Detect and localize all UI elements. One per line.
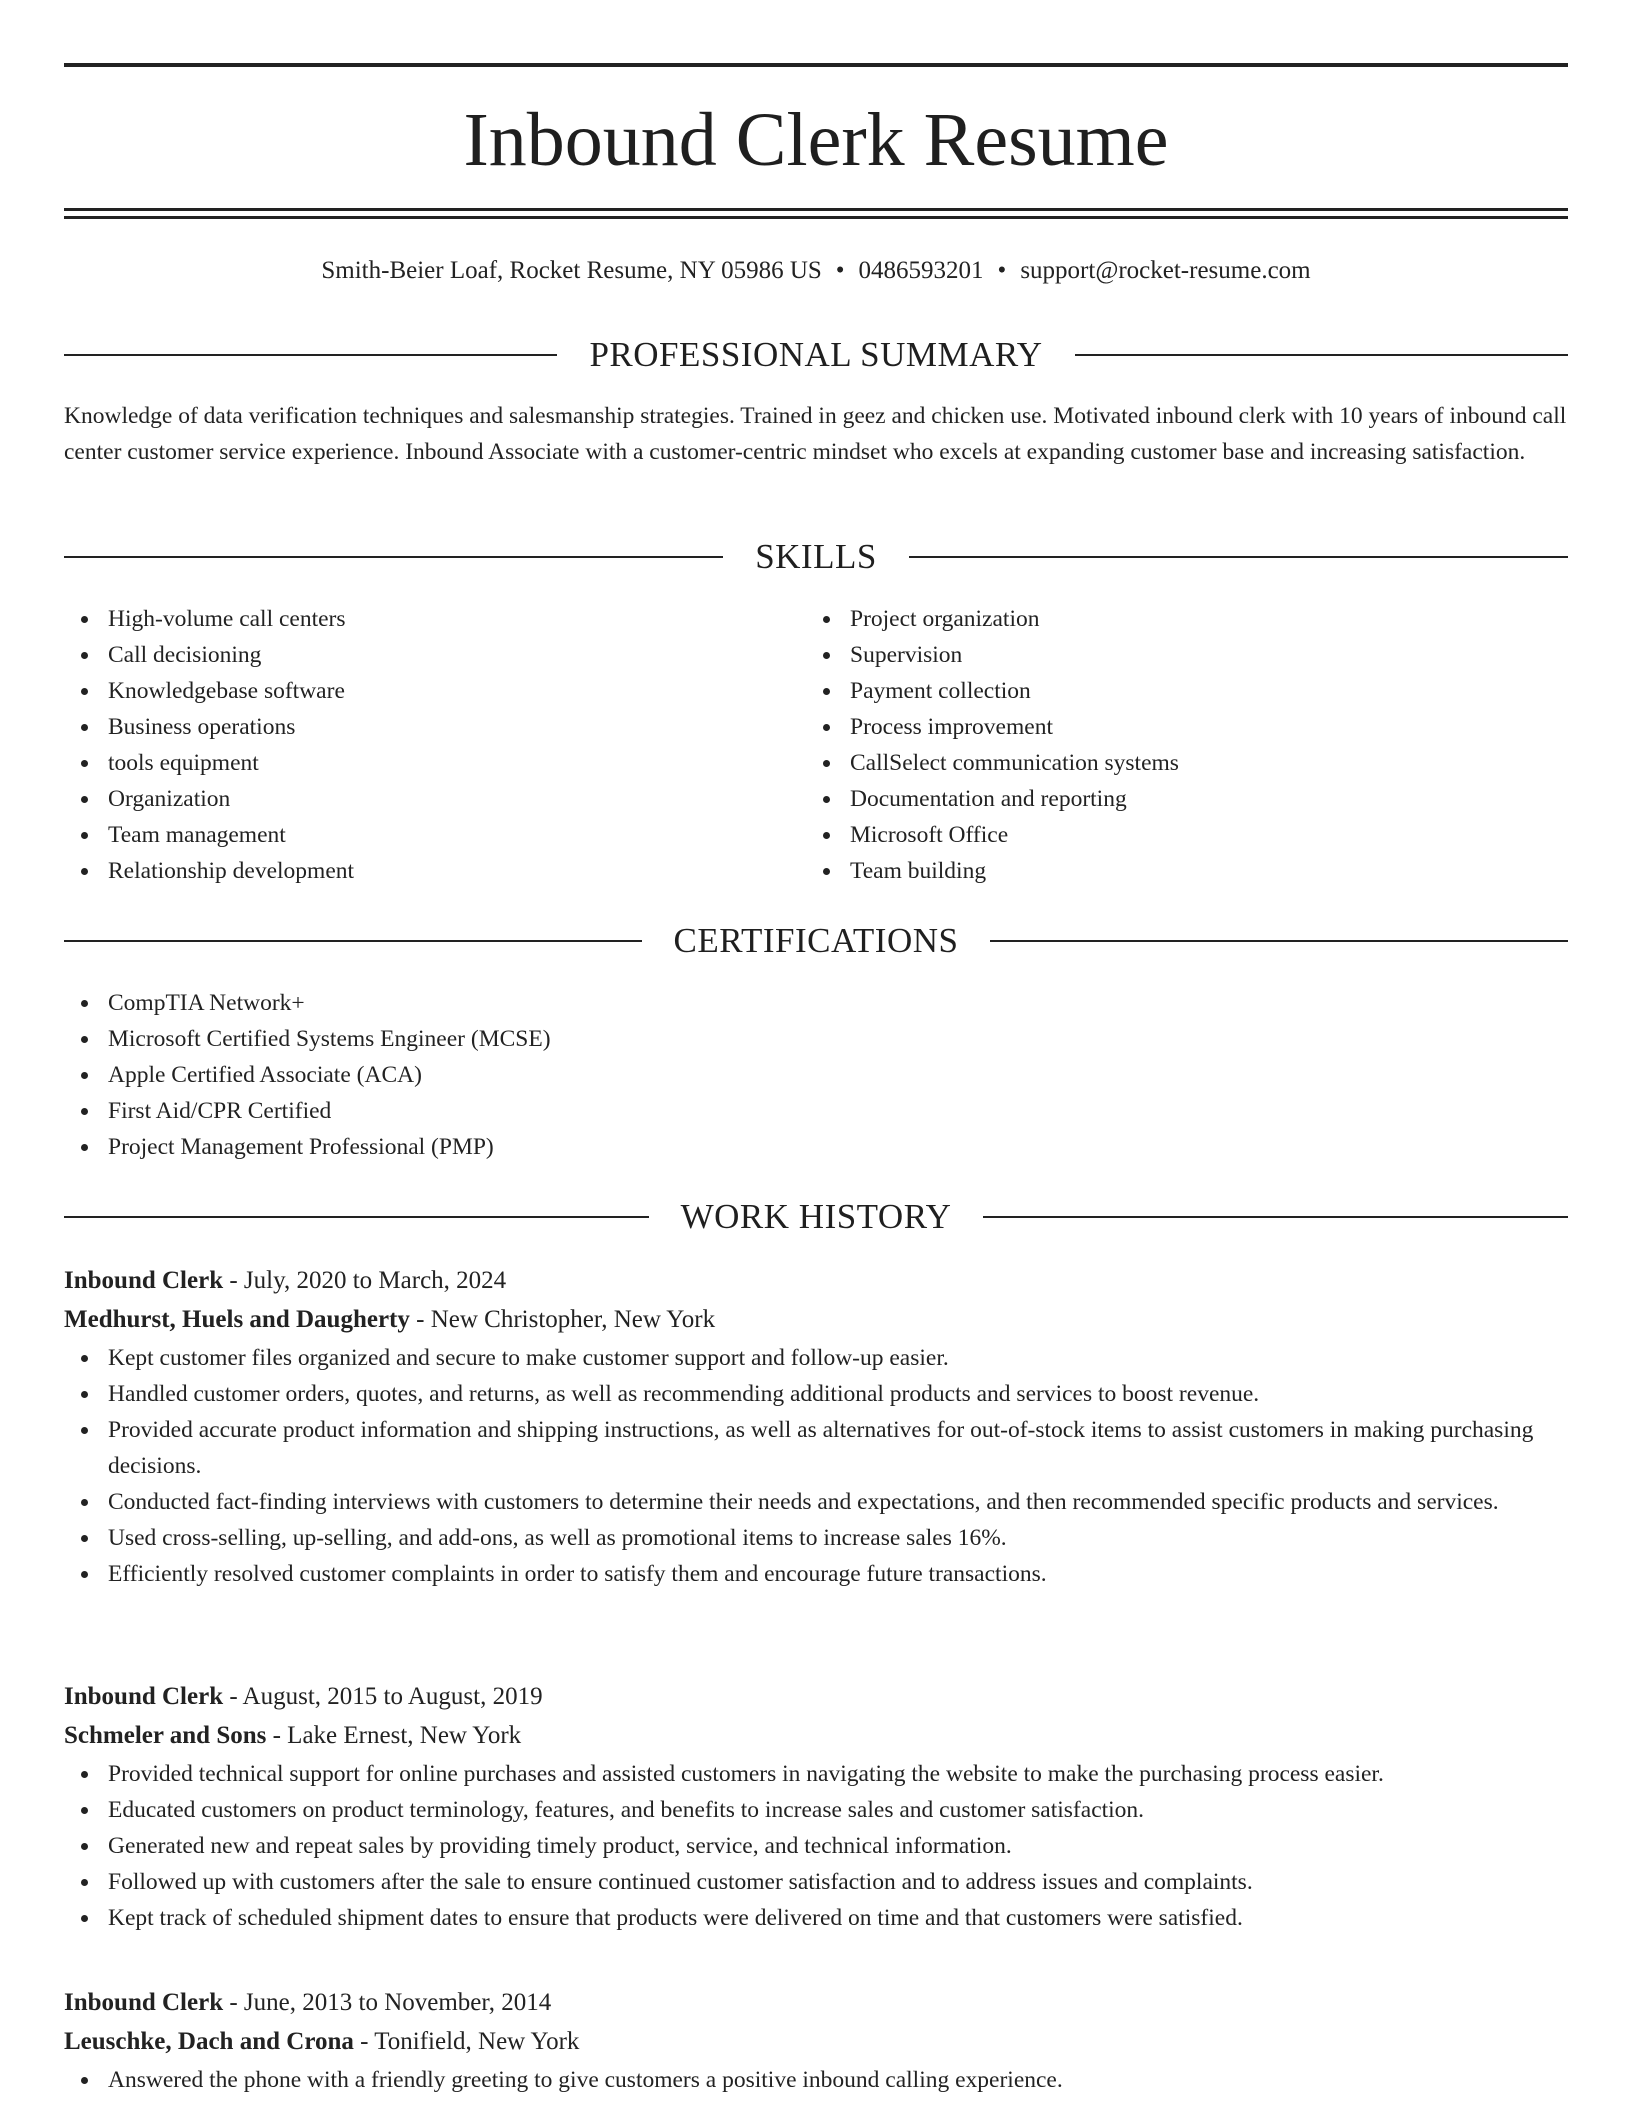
job-bullet: Conducted fact-finding interviews with customers to determine their needs and expectations, and then recommended specific products and services. (64, 1484, 1568, 1520)
skill-item: Call decisioning (64, 637, 804, 673)
section-header-work-history (64, 1195, 1568, 1239)
job-company-line (64, 1716, 1568, 1756)
skill-item: tools equipment (64, 745, 804, 781)
skills-list-right (806, 601, 1566, 889)
contact-phone: 0486593201 (858, 257, 984, 284)
job-company-line (64, 2022, 1568, 2062)
certification-item: Project Management Professional (PMP) (64, 1129, 1568, 1165)
job-title: Inbound Clerk (64, 1989, 224, 2016)
header-double-rule (64, 208, 1568, 219)
job-title: Inbound Clerk (64, 1683, 224, 1710)
job-company: Leuschke, Dach and Crona (64, 2028, 354, 2055)
skill-item: CallSelect communication systems (806, 745, 1566, 781)
job-bullet: Efficiently resolved customer complaints in order to satisfy them and encourage future transactions. (64, 1556, 1568, 1592)
contact-separator: • (835, 257, 845, 284)
job-title-line (64, 1678, 1568, 1716)
section-title-work-history: WORK HISTORY (680, 1197, 952, 1236)
job-entry (64, 1262, 1568, 1592)
job-dates: - July, 2020 to March, 2024 (223, 1267, 507, 1294)
skill-item: Process improvement (806, 709, 1566, 745)
section-title-skills: SKILLS (755, 537, 877, 576)
job-title-line (64, 1262, 1568, 1300)
page-title: Inbound Clerk Resume (463, 98, 1169, 182)
skill-item: Supervision (806, 637, 1566, 673)
skill-item: Project organization (806, 601, 1566, 637)
contact-line (64, 252, 1568, 290)
skills-list-left (64, 601, 804, 889)
job-dates: - August, 2015 to August, 2019 (223, 1683, 543, 1710)
job-bullet: Answered the phone with a friendly greeting to give customers a positive inbound calling experience. (64, 2062, 1568, 2098)
job-bullet: Handled customer orders, quotes, and returns, as well as recommending additional products and services to boost revenue. (64, 1376, 1568, 1412)
job-location: - Lake Ernest, New York (266, 1722, 522, 1749)
job-title: Inbound Clerk (64, 1267, 224, 1294)
skill-item: Documentation and reporting (806, 781, 1566, 817)
job-bullet-list (64, 1340, 1568, 1592)
section-header-certifications (64, 919, 1568, 963)
section-divider (64, 556, 723, 558)
job-bullet: Kept customer files organized and secure to make customer support and follow-up easier. (64, 1340, 1568, 1376)
job-bullet: Generated new and repeat sales by providing timely product, service, and technical information. (64, 1828, 1568, 1864)
skill-item: Organization (64, 781, 804, 817)
skill-item: Payment collection (806, 673, 1566, 709)
certification-item: Apple Certified Associate (ACA) (64, 1057, 1568, 1093)
certifications-list (64, 985, 1568, 1165)
section-header-summary (64, 333, 1568, 377)
section-title-certifications: CERTIFICATIONS (673, 921, 959, 960)
section-divider (64, 1216, 649, 1218)
skill-item: Microsoft Office (806, 817, 1566, 853)
job-bullet: Followed up with customers after the sale to ensure continued customer satisfaction and to address issues and complaints. (64, 1864, 1568, 1900)
section-divider (909, 556, 1568, 558)
summary-text: Knowledge of data verification techniques and salesmanship strategies. Trained in geez and chicken use. Motivated inbound clerk with 10 years of inbound call center customer service experience. Inbound Associate with a customer-centric mindset who excels at expanding customer base and increasing satisfaction. (64, 403, 1567, 465)
section-header-skills (64, 535, 1568, 579)
section-divider (64, 940, 642, 942)
contact-address: Smith-Beier Loaf, Rocket Resume, NY 05986 US (321, 257, 822, 284)
skill-item: Relationship development (64, 853, 804, 889)
job-bullet-list (64, 2062, 1568, 2098)
certification-item: CompTIA Network+ (64, 985, 1568, 1021)
job-bullet: Provided technical support for online purchases and assisted customers in navigating the website to make the purchasing process easier. (64, 1756, 1568, 1792)
certification-item: Microsoft Certified Systems Engineer (MCSE) (64, 1021, 1568, 1057)
job-title-line (64, 1984, 1568, 2022)
job-location: - Tonifield, New York (353, 2028, 580, 2055)
job-dates: - June, 2013 to November, 2014 (223, 1989, 552, 2016)
skill-item: Team building (806, 853, 1566, 889)
skill-item: Knowledgebase software (64, 673, 804, 709)
header-top-rule (64, 63, 1568, 67)
section-divider (1075, 354, 1568, 356)
skill-item: Team management (64, 817, 804, 853)
job-bullet: Educated customers on product terminology, features, and benefits to increase sales and customer satisfaction. (64, 1792, 1568, 1828)
contact-email[interactable]: support@rocket-resume.com (1020, 257, 1311, 284)
section-divider (990, 940, 1568, 942)
job-company-line (64, 1300, 1568, 1340)
skill-item: Business operations (64, 709, 804, 745)
certification-item: First Aid/CPR Certified (64, 1093, 1568, 1129)
section-divider (64, 354, 557, 356)
skill-item: High-volume call centers (64, 601, 804, 637)
job-entry (64, 1678, 1568, 1936)
section-title-summary: PROFESSIONAL SUMMARY (589, 335, 1043, 374)
section-divider (983, 1216, 1568, 1218)
job-bullet: Kept track of scheduled shipment dates to ensure that products were delivered on time and that customers were satisfied. (64, 1900, 1568, 1936)
job-company: Medhurst, Huels and Daugherty (64, 1306, 410, 1333)
job-entry (64, 1984, 1568, 2098)
job-location: - New Christopher, New York (409, 1306, 716, 1333)
job-company: Schmeler and Sons (64, 1722, 267, 1749)
contact-separator: • (997, 257, 1007, 284)
job-bullet: Used cross-selling, up-selling, and add-ons, as well as promotional items to increase sales 16%. (64, 1520, 1568, 1556)
job-bullet: Provided accurate product information and shipping instructions, as well as alternatives for out-of-stock items to assist customers in making purchasing decisions. (64, 1412, 1568, 1484)
job-bullet-list (64, 1756, 1568, 1936)
